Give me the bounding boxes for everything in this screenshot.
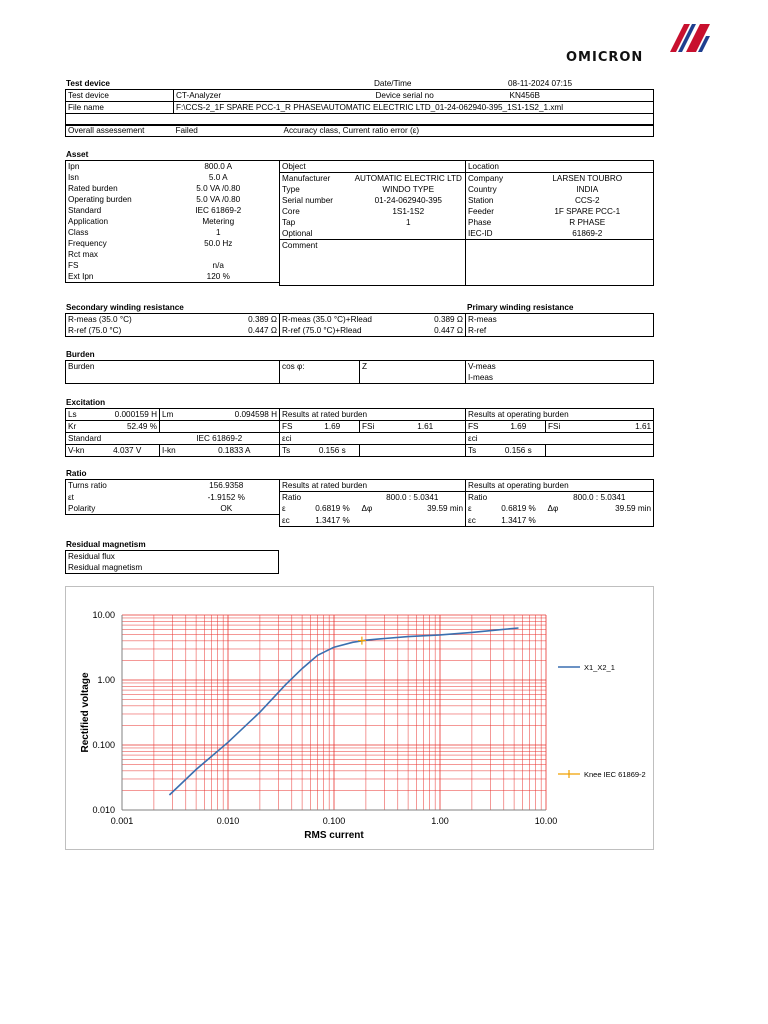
file-label: File name — [66, 102, 174, 114]
table-row — [66, 90, 654, 102]
location-blank — [466, 240, 654, 286]
section-primary-winding: Primary winding resistance — [467, 303, 574, 312]
lm-label: Lm — [160, 409, 190, 421]
section-test-device: Test device — [66, 79, 110, 88]
polarity-value: OK — [174, 503, 280, 515]
residual-flux-label: Residual flux — [66, 551, 279, 563]
table-row — [66, 562, 279, 574]
ts-rated-label: Ts — [280, 445, 306, 457]
table-row — [66, 314, 654, 326]
ratio-rated-value: 800.0 : 5.0341 — [360, 492, 466, 504]
ec-rated-label: εc — [280, 515, 306, 527]
exc-rated-title: Results at rated burden — [280, 409, 466, 421]
table-row — [66, 361, 654, 373]
asset-label: Operating burden — [66, 194, 158, 205]
table-row — [66, 161, 280, 173]
table-row — [466, 173, 654, 185]
section-ratio: Ratio — [66, 469, 87, 478]
location-label: Station — [466, 195, 522, 206]
device-label: Test device — [66, 90, 174, 102]
vkn-label: V-kn — [66, 445, 96, 457]
asset-value: 50.0 Hz — [158, 238, 280, 249]
object-label: Manufacturer — [280, 173, 352, 185]
standard-value: IEC 61869-2 — [160, 433, 280, 445]
ratio-operating-title: Results at operating burden — [466, 480, 654, 492]
fs-rated-value: 1.69 — [306, 421, 360, 433]
table-row — [280, 173, 466, 185]
standard-label: Standard — [66, 433, 160, 445]
x-tick-label: 1.00 — [431, 816, 449, 826]
section-burden: Burden — [66, 350, 95, 359]
winding-sec-value: 0.447 Ω — [174, 325, 280, 337]
fs-operating-label: FS — [466, 421, 492, 433]
ratio-rated-label: Ratio — [280, 492, 360, 504]
exc-operating-title: Results at operating burden — [466, 409, 654, 421]
kr-value: 52.49 % — [96, 421, 160, 433]
table-row — [466, 217, 654, 228]
asset-label: Ext Ipn — [66, 271, 158, 283]
table-row — [66, 433, 654, 445]
z-label: Z — [360, 361, 466, 384]
object-value — [352, 228, 466, 240]
asset-label: Standard — [66, 205, 158, 216]
overall-table — [65, 124, 654, 137]
ec-operating-label: εc — [466, 515, 492, 527]
burden-table — [65, 360, 654, 384]
table-row — [66, 421, 654, 433]
excitation-chart — [65, 586, 654, 850]
ec-rated-value: 1.3417 % — [306, 515, 360, 527]
residual-magnetism-label: Residual magnetism — [66, 562, 279, 574]
polarity-label: Polarity — [66, 503, 174, 515]
table-row — [66, 551, 279, 563]
location-value: LARSEN TOUBRO — [522, 173, 654, 185]
v-meas-label: V-meas — [466, 361, 654, 373]
winding-sec-value: 0.389 Ω — [174, 314, 280, 326]
table-row — [66, 216, 280, 227]
kr-label: Kr — [66, 421, 96, 433]
asset-value: 800.0 A — [158, 161, 280, 173]
asset-label: Frequency — [66, 238, 158, 249]
table-row — [66, 515, 654, 527]
table-row — [66, 205, 280, 216]
ls-label: Ls — [66, 409, 96, 421]
blank-cell — [66, 515, 280, 527]
fsi-operating-label: FSi — [546, 421, 572, 433]
winding-lead-label: R-ref (75.0 °C)+Rlead — [280, 325, 402, 337]
asset-object-table — [279, 160, 466, 286]
blank-cell — [360, 445, 466, 457]
section-residual: Residual magnetism — [66, 540, 146, 549]
x-tick-label: 10.00 — [534, 816, 558, 826]
table-row — [280, 240, 466, 286]
comment-label: Comment — [280, 240, 466, 286]
table-row — [66, 183, 280, 194]
location-label: Feeder — [466, 206, 522, 217]
location-value: INDIA — [522, 184, 654, 195]
test-device-table — [65, 89, 654, 126]
asset-value: Metering — [158, 216, 280, 227]
table-row — [66, 503, 654, 515]
legend-label-series: X1_X2_1 — [584, 663, 615, 672]
datetime-value: 08-11-2024 07:15 — [508, 79, 573, 88]
object-value: 1 — [352, 217, 466, 228]
fs-operating-value: 1.69 — [492, 421, 546, 433]
table-row — [466, 161, 654, 173]
location-header: Location — [466, 161, 654, 173]
x-tick-label: 0.100 — [322, 816, 346, 826]
location-label: Phase — [466, 217, 522, 228]
table-row — [66, 325, 654, 337]
table-row — [66, 249, 280, 260]
overall-label: Overall assessement — [66, 125, 174, 137]
i-meas-label: I-meas — [466, 372, 654, 384]
cos-phi-label: cos φ: — [280, 361, 360, 384]
asset-location-table — [465, 160, 654, 286]
ikn-value: 0.1833 A — [190, 445, 280, 457]
legend-label-knee: Knee IEC 61869-2 — [584, 770, 646, 779]
x-tick-label: 0.010 — [216, 816, 240, 826]
fs-rated-label: FS — [280, 421, 306, 433]
table-row — [466, 195, 654, 206]
winding-pri-label: R-ref — [466, 325, 654, 337]
y-axis-label: Rectified voltage — [80, 672, 91, 753]
table-row — [466, 206, 654, 217]
ratio-operating-value: 800.0 : 5.0341 — [546, 492, 654, 504]
et-label: εt — [66, 492, 174, 504]
serial-value: KN456B — [508, 90, 654, 102]
device-value: CT-Analyzer — [174, 90, 374, 102]
table-row — [280, 195, 466, 206]
asset-label: Isn — [66, 172, 158, 183]
ratio-operating-label: Ratio — [466, 492, 546, 504]
blank-cell — [360, 515, 466, 527]
dphi-rated-value: 39.59 min — [386, 503, 466, 515]
ec-operating-value: 1.3417 % — [492, 515, 546, 527]
asset-value: 5.0 VA /0.80 — [158, 194, 280, 205]
winding-lead-label: R-meas (35.0 °C)+Rlead — [280, 314, 402, 326]
table-row — [280, 161, 466, 173]
turns-value: 156.9358 — [174, 480, 280, 492]
object-label: Tap — [280, 217, 352, 228]
section-asset: Asset — [66, 150, 89, 159]
asset-value: IEC 61869-2 — [158, 205, 280, 216]
table-row — [466, 228, 654, 240]
eci-rated-label: εci — [280, 433, 466, 445]
lm-value: 0.094598 H — [190, 409, 280, 421]
excitation-chart-svg — [66, 587, 653, 849]
table-row — [66, 172, 280, 183]
fsi-operating-value: 1.61 — [572, 421, 654, 433]
ratio-table — [65, 479, 654, 527]
series-line-x1-x2-1 — [169, 628, 518, 795]
table-row — [66, 125, 654, 137]
y-tick-label: 10.00 — [92, 610, 115, 620]
e-operating-value: 0.6819 % — [501, 504, 536, 513]
winding-lead-value: 0.389 Ω — [402, 314, 466, 326]
asset-left-table — [65, 160, 280, 283]
table-row — [66, 480, 654, 492]
winding-table — [65, 313, 654, 337]
asset-label: Class — [66, 227, 158, 238]
omicron-logo-icon — [670, 24, 710, 52]
table-row — [66, 102, 654, 114]
blank-cell — [546, 445, 654, 457]
file-value: F:\CCS-2_1F SPARE PCC-1_R PHASE\AUTOMATIC ELECTRIC LTD_01-24-062940-395_1S1-1S2_1.xml — [174, 102, 654, 114]
winding-sec-label: R-meas (35.0 °C) — [66, 314, 174, 326]
ts-rated-value: 0.156 s — [306, 445, 360, 457]
asset-label: Application — [66, 216, 158, 227]
asset-label: FS — [66, 260, 158, 271]
table-row — [466, 184, 654, 195]
blank-cell — [546, 515, 654, 527]
table-row — [280, 206, 466, 217]
table-row — [66, 260, 280, 271]
dphi-operating-value: 39.59 min — [572, 503, 654, 515]
e-operating-label: ε — [466, 503, 492, 515]
object-label: Type — [280, 184, 352, 195]
eci-operating-label: εci — [466, 433, 654, 445]
asset-value: 5.0 VA /0.80 — [158, 183, 280, 194]
winding-lead-value: 0.447 Ω — [402, 325, 466, 337]
e-rated-value: 0.6819 % — [315, 504, 350, 513]
table-row — [466, 240, 654, 286]
asset-value: 5.0 A — [158, 172, 280, 183]
section-excitation: Excitation — [66, 398, 106, 407]
y-tick-label: 1.00 — [97, 675, 115, 685]
object-label: Optional — [280, 228, 352, 240]
table-row — [66, 492, 654, 504]
object-label: Serial number — [280, 195, 352, 206]
vkn-value: 4.037 V — [96, 445, 160, 457]
turns-label: Turns ratio — [66, 480, 174, 492]
table-row — [280, 228, 466, 240]
omicron-logo — [566, 24, 716, 64]
object-value: 1S1-1S2 — [352, 206, 466, 217]
asset-label: Ipn — [66, 161, 158, 173]
table-row — [280, 184, 466, 195]
ikn-label: I-kn — [160, 445, 190, 457]
location-value: 1F SPARE PCC-1 — [522, 206, 654, 217]
location-value: 61869-2 — [522, 228, 654, 240]
e-rated-label: ε — [280, 503, 306, 515]
table-row — [66, 445, 654, 457]
omicron-wordmark: OMICRON — [566, 50, 644, 65]
object-value: WINDO TYPE — [352, 184, 466, 195]
section-secondary-winding: Secondary winding resistance — [66, 303, 184, 312]
object-header: Object — [280, 161, 466, 173]
asset-value: 1 — [158, 227, 280, 238]
residual-table — [65, 550, 279, 574]
blank-cell — [160, 421, 280, 433]
dphi-operating-label: Δφ — [547, 504, 559, 513]
object-label: Core — [280, 206, 352, 217]
serial-label: Device serial no — [374, 90, 508, 102]
location-label: Country — [466, 184, 522, 195]
location-label: IEC-ID — [466, 228, 522, 240]
winding-pri-label: R-meas — [466, 314, 654, 326]
asset-label: Rated burden — [66, 183, 158, 194]
dphi-rated-label: Δφ — [361, 504, 373, 513]
asset-value — [158, 249, 280, 260]
asset-label: Rct max — [66, 249, 158, 260]
asset-value: n/a — [158, 260, 280, 271]
table-row — [66, 227, 280, 238]
x-axis-label: RMS current — [304, 830, 364, 841]
excitation-table — [65, 408, 654, 457]
ts-operating-value: 0.156 s — [492, 445, 546, 457]
et-value: -1.9152 % — [174, 492, 280, 504]
fsi-rated-value: 1.61 — [386, 421, 466, 433]
y-tick-label: 0.010 — [92, 805, 115, 815]
table-row — [66, 194, 280, 205]
ls-value: 0.000159 H — [96, 409, 160, 421]
winding-sec-label: R-ref (75.0 °C) — [66, 325, 174, 337]
fsi-rated-label: FSi — [360, 421, 386, 433]
y-tick-label: 0.100 — [92, 740, 115, 750]
location-label: Company — [466, 173, 522, 185]
overall-value: Failed — [174, 125, 282, 137]
asset-value: 120 % — [158, 271, 280, 283]
table-row — [280, 217, 466, 228]
table-row — [66, 238, 280, 249]
location-value: CCS-2 — [522, 195, 654, 206]
table-row — [66, 271, 280, 283]
ts-operating-label: Ts — [466, 445, 492, 457]
burden-label: Burden — [66, 361, 280, 384]
ratio-rated-title: Results at rated burden — [280, 480, 466, 492]
object-value: 01-24-062940-395 — [352, 195, 466, 206]
x-tick-label: 0.001 — [110, 816, 134, 826]
overall-note: Accuracy class, Current ratio error (ε) — [282, 125, 654, 137]
location-value: R PHASE — [522, 217, 654, 228]
object-value: AUTOMATIC ELECTRIC LTD — [352, 173, 466, 185]
table-row — [66, 409, 654, 421]
datetime-label: Date/Time — [374, 79, 412, 88]
